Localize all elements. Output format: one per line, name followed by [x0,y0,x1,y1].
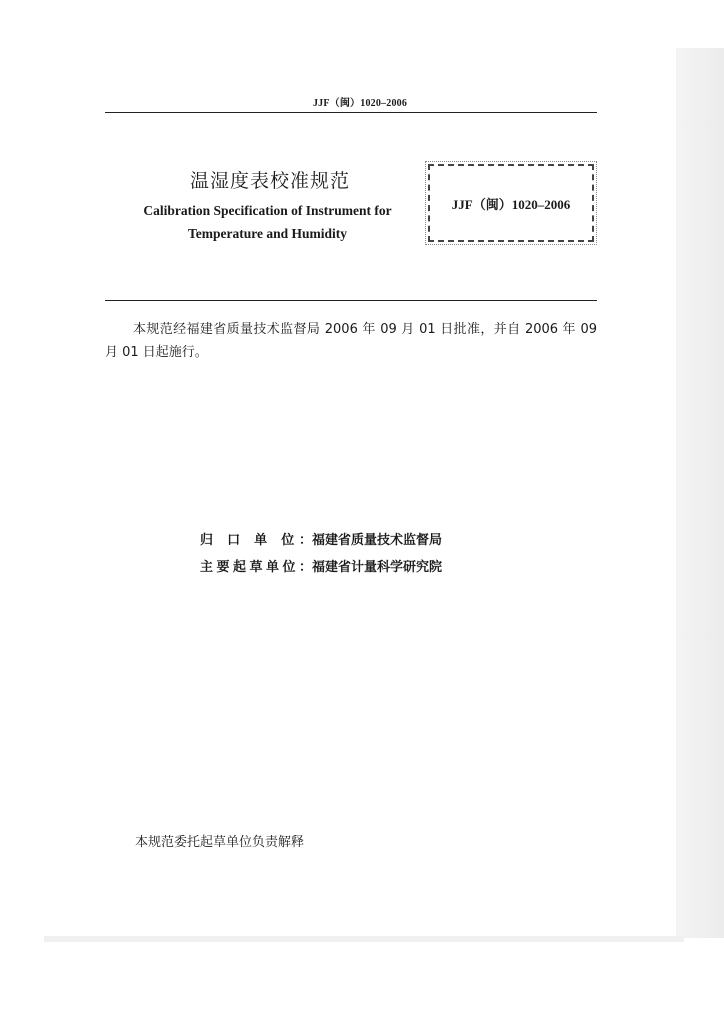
title-english-line1: Calibration Specification of Instrument for [143,203,392,218]
header-rule [105,112,597,113]
spec-code: JJF（闽）1020–2006 [451,196,571,212]
org-centralizing-label: 归 口 单 位： [200,533,312,548]
title-chinese: 温湿度表校准规范 [189,170,350,192]
spec-code-box [428,164,594,242]
running-head: JJF（闽）1020–2006 [312,98,408,109]
title-english [115,199,420,245]
org-drafting-unit [200,556,500,575]
title-english-line2: Temperature and Humidity [187,226,347,241]
org-centralizing-value: 福建省质量技术监督局 [312,533,443,548]
org-drafting-value: 福建省计量科学研究院 [312,560,443,575]
approval-statement: 本规范经福建省质量技术监督局 2006 年 09 月 01 日批准，并自 2006 年 09 月 01 日起施行。 [105,322,597,360]
org-drafting-label: 主要起草单位： [200,560,312,575]
interpretation-note: 本规范委托起草单位负责解释 [135,835,305,850]
org-centralizing-unit [200,529,500,548]
section-rule [105,300,597,301]
